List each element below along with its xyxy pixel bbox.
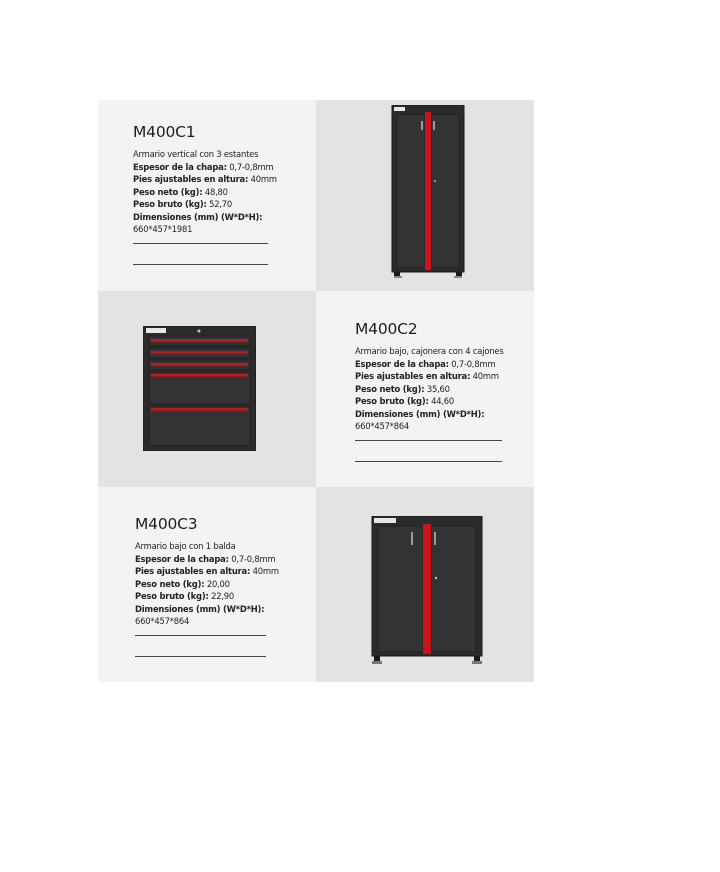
spec-block [135, 515, 279, 657]
spec-dimensions-value: 660*457*1981 [133, 224, 193, 234]
divider-line [135, 635, 266, 636]
spec-dimensions-label: Dimensiones (mm) (W*D*H): [355, 408, 485, 419]
spec-net-weight [355, 383, 503, 396]
model-title: M400C2 [355, 320, 418, 338]
spec-gross-weight [135, 590, 279, 603]
spec-label: Peso neto (kg): [135, 578, 205, 589]
spec-block [133, 123, 277, 265]
product-image-m400c2 [98, 291, 316, 487]
product-image-m400c1 [316, 100, 534, 291]
model-title: M400C1 [133, 123, 196, 141]
spec-label: Peso bruto (kg): [135, 591, 209, 601]
spec-value: 0,7-0,8mm [229, 161, 274, 172]
spec-label: Peso bruto (kg): [133, 199, 207, 209]
spec-block [355, 320, 503, 462]
spec-adjustable-feet [135, 565, 279, 578]
spec-label: Pies ajustables en altura: [135, 566, 251, 576]
spec-net-weight [135, 578, 279, 591]
spec-value: 52,70 [209, 199, 233, 209]
divider-line [135, 656, 266, 657]
spec-dimensions-value: 660*457*864 [355, 421, 410, 431]
spec-label: Espesor de la chapa: [355, 358, 449, 369]
model-title: M400C3 [135, 515, 198, 533]
spec-value: 0,7-0,8mm [231, 553, 276, 564]
spec-value: 0,7-0,8mm [451, 358, 496, 369]
spec-value: 40mm [472, 371, 499, 381]
spec-adjustable-feet [133, 173, 277, 186]
spec-label: Peso bruto (kg): [355, 396, 429, 406]
product-info-m400c2 [316, 291, 534, 487]
divider-line [355, 461, 502, 462]
product-info-m400c1 [98, 100, 316, 291]
spec-label: Espesor de la chapa: [133, 161, 227, 172]
product-description: Armario bajo con 1 balda [135, 541, 236, 551]
low-cabinet-image [370, 516, 485, 666]
spec-label: Pies ajustables en altura: [355, 371, 471, 381]
divider-line [355, 440, 502, 441]
product-description: Armario bajo, cajonera con 4 cajones [355, 346, 504, 356]
spec-sheet-thickness [133, 161, 277, 174]
spec-dimensions-label: Dimensiones (mm) (W*D*H): [133, 211, 263, 222]
spec-value: 40mm [252, 566, 279, 576]
product-image-m400c3 [316, 487, 534, 682]
spec-sheet-thickness [355, 358, 503, 371]
spec-dimensions-label: Dimensiones (mm) (W*D*H): [135, 603, 265, 614]
tall-cabinet-image [391, 105, 467, 280]
spec-label: Peso neto (kg): [355, 383, 425, 394]
divider-line [133, 264, 268, 265]
divider-line [133, 243, 268, 244]
product-info-m400c3 [98, 487, 316, 682]
spec-label: Peso neto (kg): [133, 186, 203, 197]
spec-value: 22,90 [211, 591, 235, 601]
product-description: Armario vertical con 3 estantes [133, 149, 259, 159]
spec-value: 35,60 [426, 383, 450, 394]
spec-net-weight [133, 186, 277, 199]
spec-sheet-thickness [135, 553, 279, 566]
drawer-cabinet-image [143, 326, 256, 451]
spec-adjustable-feet [355, 370, 503, 383]
spec-gross-weight [355, 395, 503, 408]
spec-value: 40mm [250, 174, 277, 184]
spec-label: Pies ajustables en altura: [133, 174, 249, 184]
spec-gross-weight [133, 198, 277, 211]
spec-label: Espesor de la chapa: [135, 553, 229, 564]
spec-value: 44,60 [431, 396, 455, 406]
spec-value: 48,80 [204, 186, 228, 197]
spec-dimensions-value: 660*457*864 [135, 616, 190, 626]
product-catalog [98, 100, 534, 682]
spec-value: 20,00 [206, 578, 230, 589]
